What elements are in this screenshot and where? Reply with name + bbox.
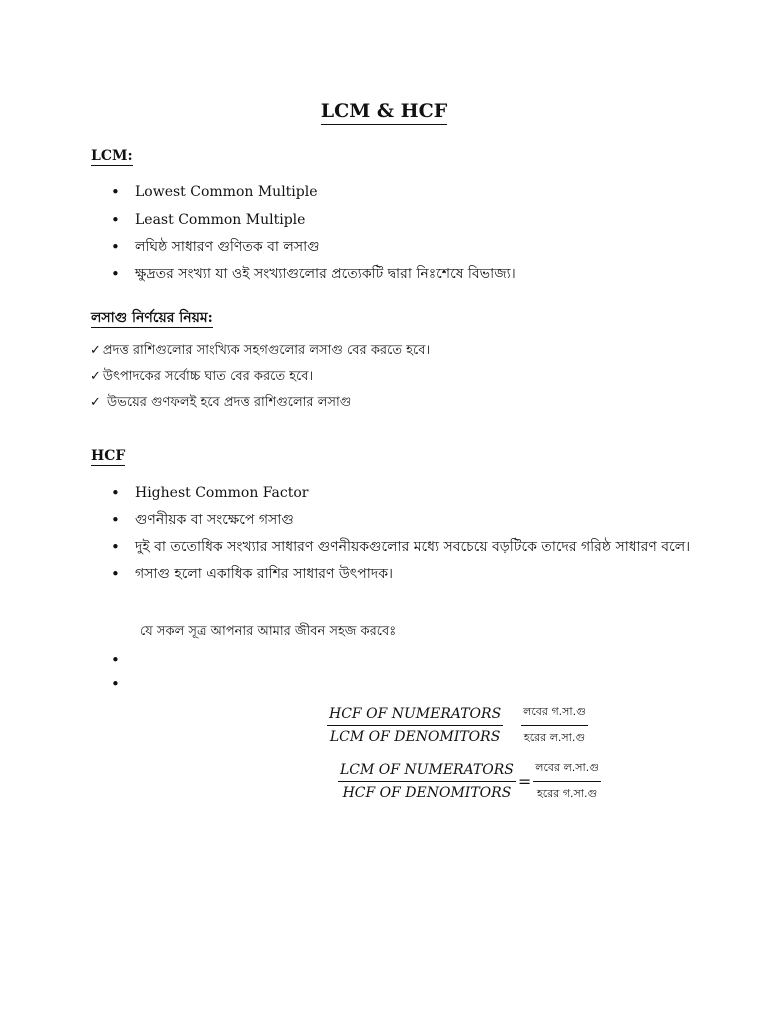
check-item <box>90 338 430 364</box>
formula-hcf-fraction <box>327 703 588 748</box>
fraction-numerator: লবের ল.সা.গু <box>533 759 601 782</box>
fraction-bengali <box>521 703 588 748</box>
empty-bullet: • <box>111 651 120 669</box>
lcm-bullet-list <box>108 183 516 283</box>
formula-lcm-fraction <box>338 759 601 804</box>
list-item: • ক্ষুদ্রতর সংখ্যা যা ওই সংখ্যাগুলোর প্রত্যেকটি দ্বারা নিঃশেষে বিভাজ্য। <box>108 265 516 283</box>
title-text: LCM & HCF <box>321 100 447 125</box>
check-item-text: প্রদত্ত রাশিগুলোর সাংখ্যিক সহগগুলোর লসাগু বের করতে হবে। <box>102 343 431 358</box>
fraction-bengali <box>533 759 601 804</box>
empty-bullet-list <box>111 648 120 696</box>
fraction-numerator: HCF OF NUMERATORS <box>327 706 503 726</box>
list-item: • Lowest Common Multiple <box>108 183 516 201</box>
empty-bullet: • <box>111 675 120 693</box>
check-icon: ✓ <box>90 395 101 410</box>
hcf-heading <box>91 448 125 464</box>
list-item: • লঘিষ্ঠ সাধারণ গুণিতক বা লসাগু <box>108 238 516 256</box>
fraction-denominator: LCM OF DENOMITORS <box>329 729 501 745</box>
lcm-heading-text: LCM: <box>91 148 133 164</box>
fraction-english <box>327 706 503 745</box>
rules-heading <box>91 306 213 330</box>
check-icon: ✓ <box>90 343 101 358</box>
check-item-text: উভয়ের গুণফলই হবে প্রদত্ত রাশিগুলোর লসাগু <box>102 395 352 410</box>
list-item: • দুই বা ততোধিক সংখ্যার সাধারণ গুণনীয়কগুলোর মধ্যে সবচেয়ে বড়টিকে তাদের গরিষ্ঠ সাধারণ বলে। <box>108 538 690 556</box>
fraction-numerator: লবের গ.সা.গু <box>521 703 588 726</box>
formulas-intro: যে সকল সূত্র আপনার আমার জীবন সহজ করবেঃ <box>140 624 397 639</box>
fraction-numerator: LCM OF NUMERATORS <box>338 762 516 782</box>
fraction-denominator: হরের ল.সা.গু <box>523 731 586 744</box>
hcf-bullet-list <box>108 484 690 583</box>
page-title <box>0 100 768 122</box>
list-item: • Highest Common Factor <box>108 484 690 502</box>
fraction-denominator: HCF OF DENOMITORS <box>342 785 512 801</box>
check-item-text: উৎপাদকের সর্বোচ্চ ঘাত বের করতে হবে। <box>102 369 314 384</box>
rules-heading-text: লসাগু নির্ণয়ের নিয়ম: <box>91 310 213 326</box>
check-item <box>90 364 430 390</box>
list-item: • গসাগু হলো একাধিক রাশির সাধারণ উৎপাদক। <box>108 565 690 583</box>
fraction-denominator: হরের গ.সা.গু <box>537 787 598 800</box>
hcf-heading-text: HCF <box>91 448 126 464</box>
list-item: • Least Common Multiple <box>108 211 516 229</box>
lcm-heading <box>91 148 133 164</box>
fraction-english <box>338 762 516 801</box>
check-icon: ✓ <box>90 369 101 384</box>
list-item: • গুণনীয়ক বা সংক্ষেপে গসাগু <box>108 511 690 529</box>
check-item <box>90 390 430 416</box>
rules-check-list <box>90 338 430 416</box>
equals-sign: = <box>517 772 532 791</box>
